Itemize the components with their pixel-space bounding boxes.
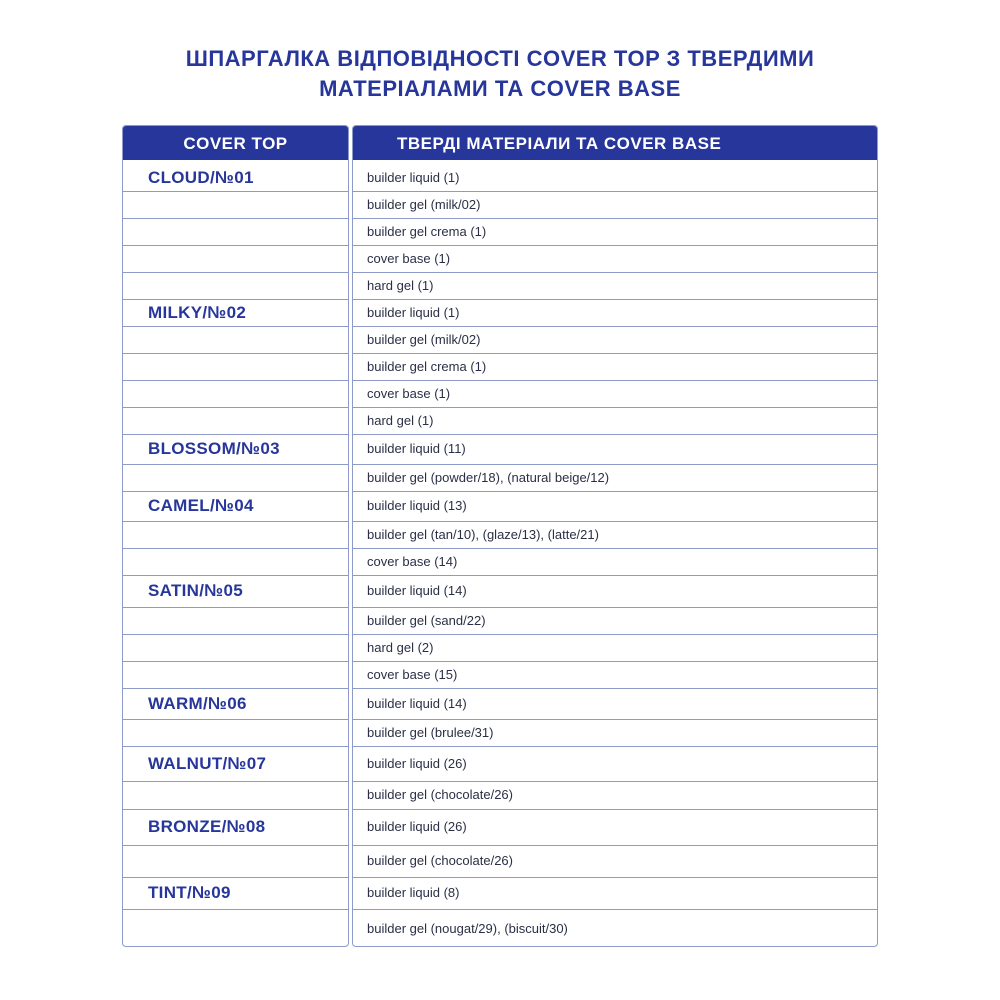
material-item: cover base (1) xyxy=(367,385,451,401)
row-divider xyxy=(353,491,877,492)
material-item: builder gel (milk/02) xyxy=(367,331,481,347)
row-divider xyxy=(353,245,877,246)
row-divider xyxy=(353,464,877,465)
row-divider xyxy=(353,353,877,354)
row-divider xyxy=(353,688,877,689)
material-item: builder liquid (1) xyxy=(367,304,460,320)
row-divider xyxy=(353,191,877,192)
material-item: cover base (15) xyxy=(367,666,458,682)
material-item: hard gel (1) xyxy=(367,277,434,293)
row-divider xyxy=(123,191,348,192)
row-divider xyxy=(353,607,877,608)
row-divider xyxy=(123,746,348,747)
cover-top-name: TINT/№09 xyxy=(148,883,231,902)
material-item: builder liquid (13) xyxy=(367,498,467,513)
material-item: hard gel (2) xyxy=(367,639,434,655)
row-divider xyxy=(353,407,877,408)
row-divider xyxy=(353,877,877,878)
row-divider xyxy=(353,661,877,662)
material-item: builder gel (sand/22) xyxy=(367,612,486,628)
page-title xyxy=(0,44,1000,104)
row-divider xyxy=(123,521,348,522)
cover-top-column xyxy=(122,125,349,947)
material-item: cover base (14) xyxy=(367,553,458,569)
material-item: builder liquid (26) xyxy=(367,819,467,834)
row-divider xyxy=(353,634,877,635)
row-divider xyxy=(123,491,348,492)
cover-top-name: CAMEL/№04 xyxy=(148,496,254,515)
cover-top-name: BLOSSOM/№03 xyxy=(148,439,280,458)
row-divider xyxy=(353,809,877,810)
row-divider xyxy=(123,661,348,662)
row-divider xyxy=(123,245,348,246)
material-item: hard gel (1) xyxy=(367,412,434,428)
title-line-2: МАТЕРІАЛАМИ ТА COVER BASE xyxy=(319,76,681,101)
row-divider xyxy=(353,746,877,747)
material-item: builder gel crema (1) xyxy=(367,358,487,374)
material-item: builder liquid (26) xyxy=(367,755,467,771)
row-divider xyxy=(353,218,877,219)
row-divider xyxy=(123,353,348,354)
material-item: builder gel (powder/18), (natural beige/12) xyxy=(367,469,610,485)
cover-top-name: BRONZE/№08 xyxy=(148,817,266,836)
row-divider xyxy=(123,809,348,810)
row-divider xyxy=(123,877,348,878)
row-divider xyxy=(123,719,348,720)
row-divider xyxy=(353,845,877,846)
row-divider xyxy=(353,434,877,435)
row-divider xyxy=(123,575,348,576)
row-divider xyxy=(353,548,877,549)
material-item: builder gel crema (1) xyxy=(367,223,487,239)
row-divider xyxy=(123,380,348,381)
material-item: builder liquid (11) xyxy=(367,441,466,456)
material-item: builder gel (chocolate/26) xyxy=(367,853,513,868)
row-divider xyxy=(123,464,348,465)
row-divider xyxy=(123,434,348,435)
row-divider xyxy=(353,719,877,720)
row-divider xyxy=(353,299,877,300)
material-item: builder liquid (14) xyxy=(367,583,467,598)
row-divider xyxy=(123,688,348,689)
material-item: builder liquid (1) xyxy=(367,169,460,185)
cover-top-name: WARM/№06 xyxy=(148,693,247,713)
material-item: builder gel (brulee/31) xyxy=(367,724,494,740)
row-divider xyxy=(123,407,348,408)
cover-top-header: COVER TOP xyxy=(123,126,348,160)
material-item: builder liquid (14) xyxy=(367,695,467,711)
title-line-1: ШПАРГАЛКА ВІДПОВІДНОСТІ COVER TOP З ТВЕРДИМИ xyxy=(185,46,815,71)
row-divider xyxy=(353,521,877,522)
row-divider xyxy=(123,272,348,273)
materials-header: ТВЕРДІ МАТЕРІАЛИ ТА COVER BASE xyxy=(353,126,877,160)
materials-column xyxy=(352,125,878,947)
row-divider xyxy=(123,909,348,910)
row-divider xyxy=(353,909,877,910)
cover-top-name: SATIN/№05 xyxy=(148,581,244,600)
row-divider xyxy=(123,548,348,549)
row-divider xyxy=(353,272,877,273)
material-item: builder gel (milk/02) xyxy=(367,196,481,212)
material-item: builder liquid (8) xyxy=(367,885,460,900)
cover-top-name: WALNUT/№07 xyxy=(148,753,267,773)
material-item: builder gel (tan/10), (glaze/13), (latte/21) xyxy=(367,526,599,542)
row-divider xyxy=(353,575,877,576)
material-item: cover base (1) xyxy=(367,250,451,266)
row-divider xyxy=(123,845,348,846)
row-divider xyxy=(353,326,877,327)
row-divider xyxy=(353,781,877,782)
row-divider xyxy=(353,380,877,381)
cover-top-name: CLOUD/№01 xyxy=(148,167,254,187)
row-divider xyxy=(123,607,348,608)
material-item: builder gel (nougat/29), (biscuit/30) xyxy=(367,920,568,936)
row-divider xyxy=(123,781,348,782)
row-divider xyxy=(123,326,348,327)
row-divider xyxy=(123,299,348,300)
cover-top-name: MILKY/№02 xyxy=(148,302,247,322)
row-divider xyxy=(123,634,348,635)
row-divider xyxy=(123,218,348,219)
material-item: builder gel (chocolate/26) xyxy=(367,787,513,802)
